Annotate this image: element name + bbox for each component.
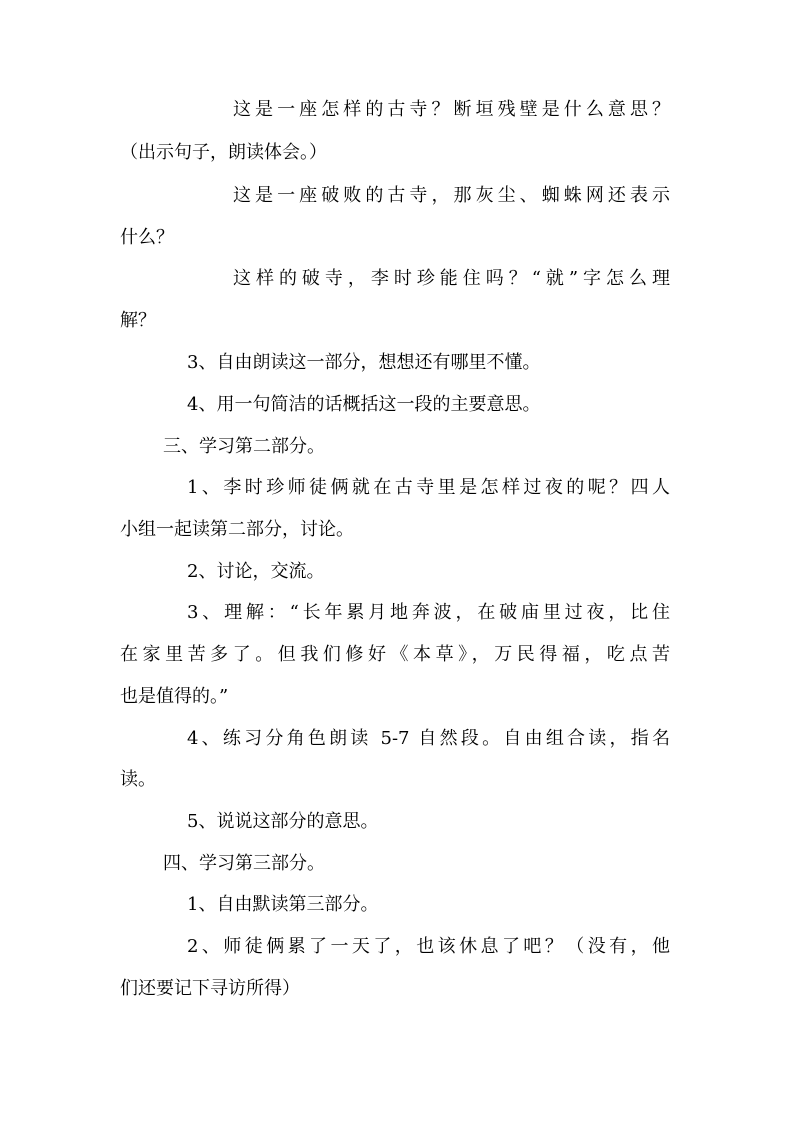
paragraph-line: 小组一起读第二部分，讨论。 bbox=[120, 519, 354, 540]
paragraph-line: 也是值得的。” bbox=[120, 686, 229, 707]
paragraph-line: 3、理解：“长年累月地奔波，在破庙里过夜，比住 bbox=[187, 602, 670, 623]
paragraph-line: 这是一座怎样的古寺？断垣残壁是什么意思？ bbox=[233, 99, 670, 120]
paragraph-line: 这是一座破败的古寺，那灰尘、蜘蛛网还表示 bbox=[233, 185, 670, 206]
section-heading: 四、学习第三部分。 bbox=[163, 853, 325, 874]
paragraph-line: 这样的破寺，李时珍能住吗？“就”字怎么理 bbox=[233, 268, 670, 289]
paragraph-line: 4、用一句简洁的话概括这一段的主要意思。 bbox=[187, 394, 541, 415]
paragraph-line: 解？ bbox=[120, 310, 156, 331]
paragraph-line: 什么？ bbox=[120, 227, 174, 248]
paragraph-line: 1、自由默读第三部分。 bbox=[187, 894, 379, 915]
paragraph-line: 5、说说这部分的意思。 bbox=[187, 811, 379, 832]
paragraph-line: 1、李时珍师徒俩就在古寺里是怎样过夜的呢？四人 bbox=[187, 477, 670, 498]
paragraph-line: 4、练习分角色朗读 5-7 自然段。自由组合读，指名 bbox=[187, 728, 670, 749]
paragraph-line: 在家里苦多了。但我们修好《本草》，万民得福，吃点苦 bbox=[120, 644, 670, 665]
paragraph-line: 们还要记下寻访所得） bbox=[120, 978, 300, 999]
paragraph-line: 2、师徒俩累了一天了，也该休息了吧？（没有，他 bbox=[187, 936, 670, 957]
paragraph-line: （出示句子，朗读体会。） bbox=[120, 142, 327, 163]
paragraph-line: 读。 bbox=[120, 769, 156, 790]
section-heading: 三、学习第二部分。 bbox=[163, 436, 325, 457]
paragraph-line: 2、讨论，交流。 bbox=[187, 561, 325, 582]
paragraph-line: 3、自由朗读这一部分，想想还有哪里不懂。 bbox=[187, 352, 541, 373]
